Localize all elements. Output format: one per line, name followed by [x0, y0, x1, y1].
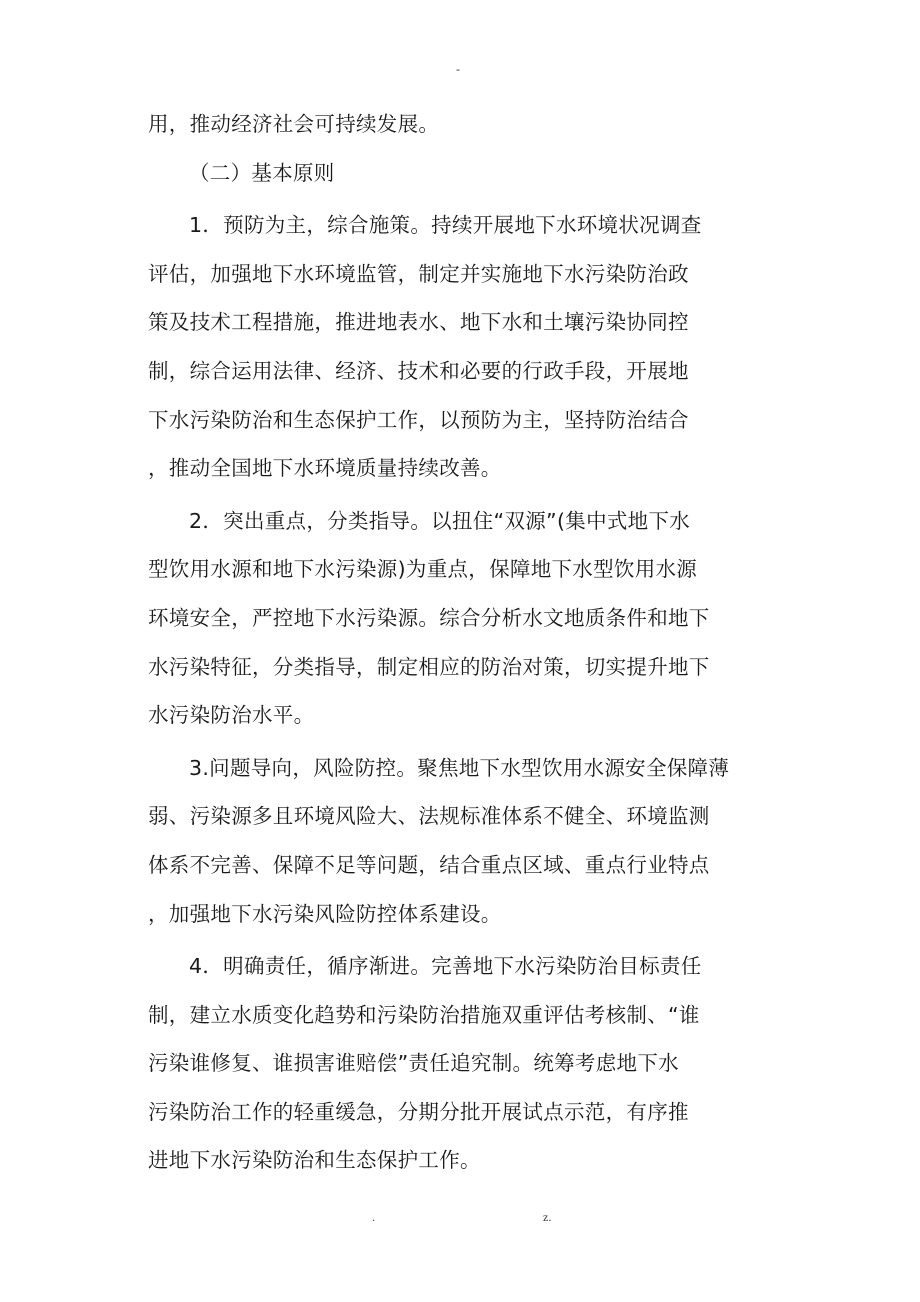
- page-header-mark: -: [456, 62, 460, 76]
- text-line: ，加强地下水污染风险防控体系建设。: [148, 901, 502, 926]
- text-line: ，推动全国地下水环境质量持续改善。: [148, 456, 502, 481]
- text-line: 下水污染防治和生态保护工作，以预防为主，坚持防治结合: [148, 407, 689, 432]
- text-line: 评估，加强地下水环境监管，制定并实施地下水污染防治政: [148, 261, 689, 286]
- text-line: 水污染防治水平。: [148, 703, 315, 728]
- text-line: 水污染特征，分类指导，制定相应的防治对策，切实提升地下: [148, 654, 710, 679]
- text-line: 体系不完善、保障不足等问题，结合重点区域、重点行业特点: [148, 852, 710, 877]
- text-line: 策及技术工程措施，推进地表水、地下水和土壤污染协同控: [148, 310, 689, 335]
- page-footer-right-mark: z.: [543, 1210, 552, 1224]
- document-body: [148, 100, 788, 1185]
- text-line: 4．明确责任，循序渐进。完善地下水污染防治目标责任: [189, 954, 702, 979]
- text-line: 2．突出重点，分类指导。以扭住“双源”(集中式地下水: [189, 508, 691, 533]
- page-footer-left-mark: .: [372, 1210, 375, 1224]
- text-line: 污染防治工作的轻重缓急，分期分批开展试点示范，有序推: [148, 1099, 689, 1124]
- text-line: 3.问题导向，风险防控。聚焦地下水型饮用水源安全保障薄: [189, 755, 730, 780]
- text-line: 污染谁修复、谁损害谁赔偿”责任追究制。统筹考虑地下水: [148, 1051, 679, 1076]
- text-line: 进地下水污染防治和生态保护工作。: [148, 1148, 481, 1173]
- text-line: 1．预防为主，综合施策。持续开展地下水环境状况调查: [189, 213, 702, 238]
- text-line: 制，建立水质变化趋势和污染防治措施双重评估考核制、“谁: [148, 1002, 700, 1027]
- text-line: 制，综合运用法律、经济、技术和必要的行政手段，开展地: [148, 358, 689, 383]
- text-line: 弱、污染源多且环境风险大、法规标准体系不健全、环境监测: [148, 804, 710, 829]
- section-heading: （二）基本原则: [189, 160, 335, 185]
- text-line: 型饮用水源和地下水污染源)为重点，保障地下水型饮用水源: [148, 557, 698, 582]
- text-line: 用，推动经济社会可持续发展。: [148, 112, 440, 136]
- text-line: 环境安全，严控地下水污染源。综合分析水文地质条件和地下: [148, 605, 710, 630]
